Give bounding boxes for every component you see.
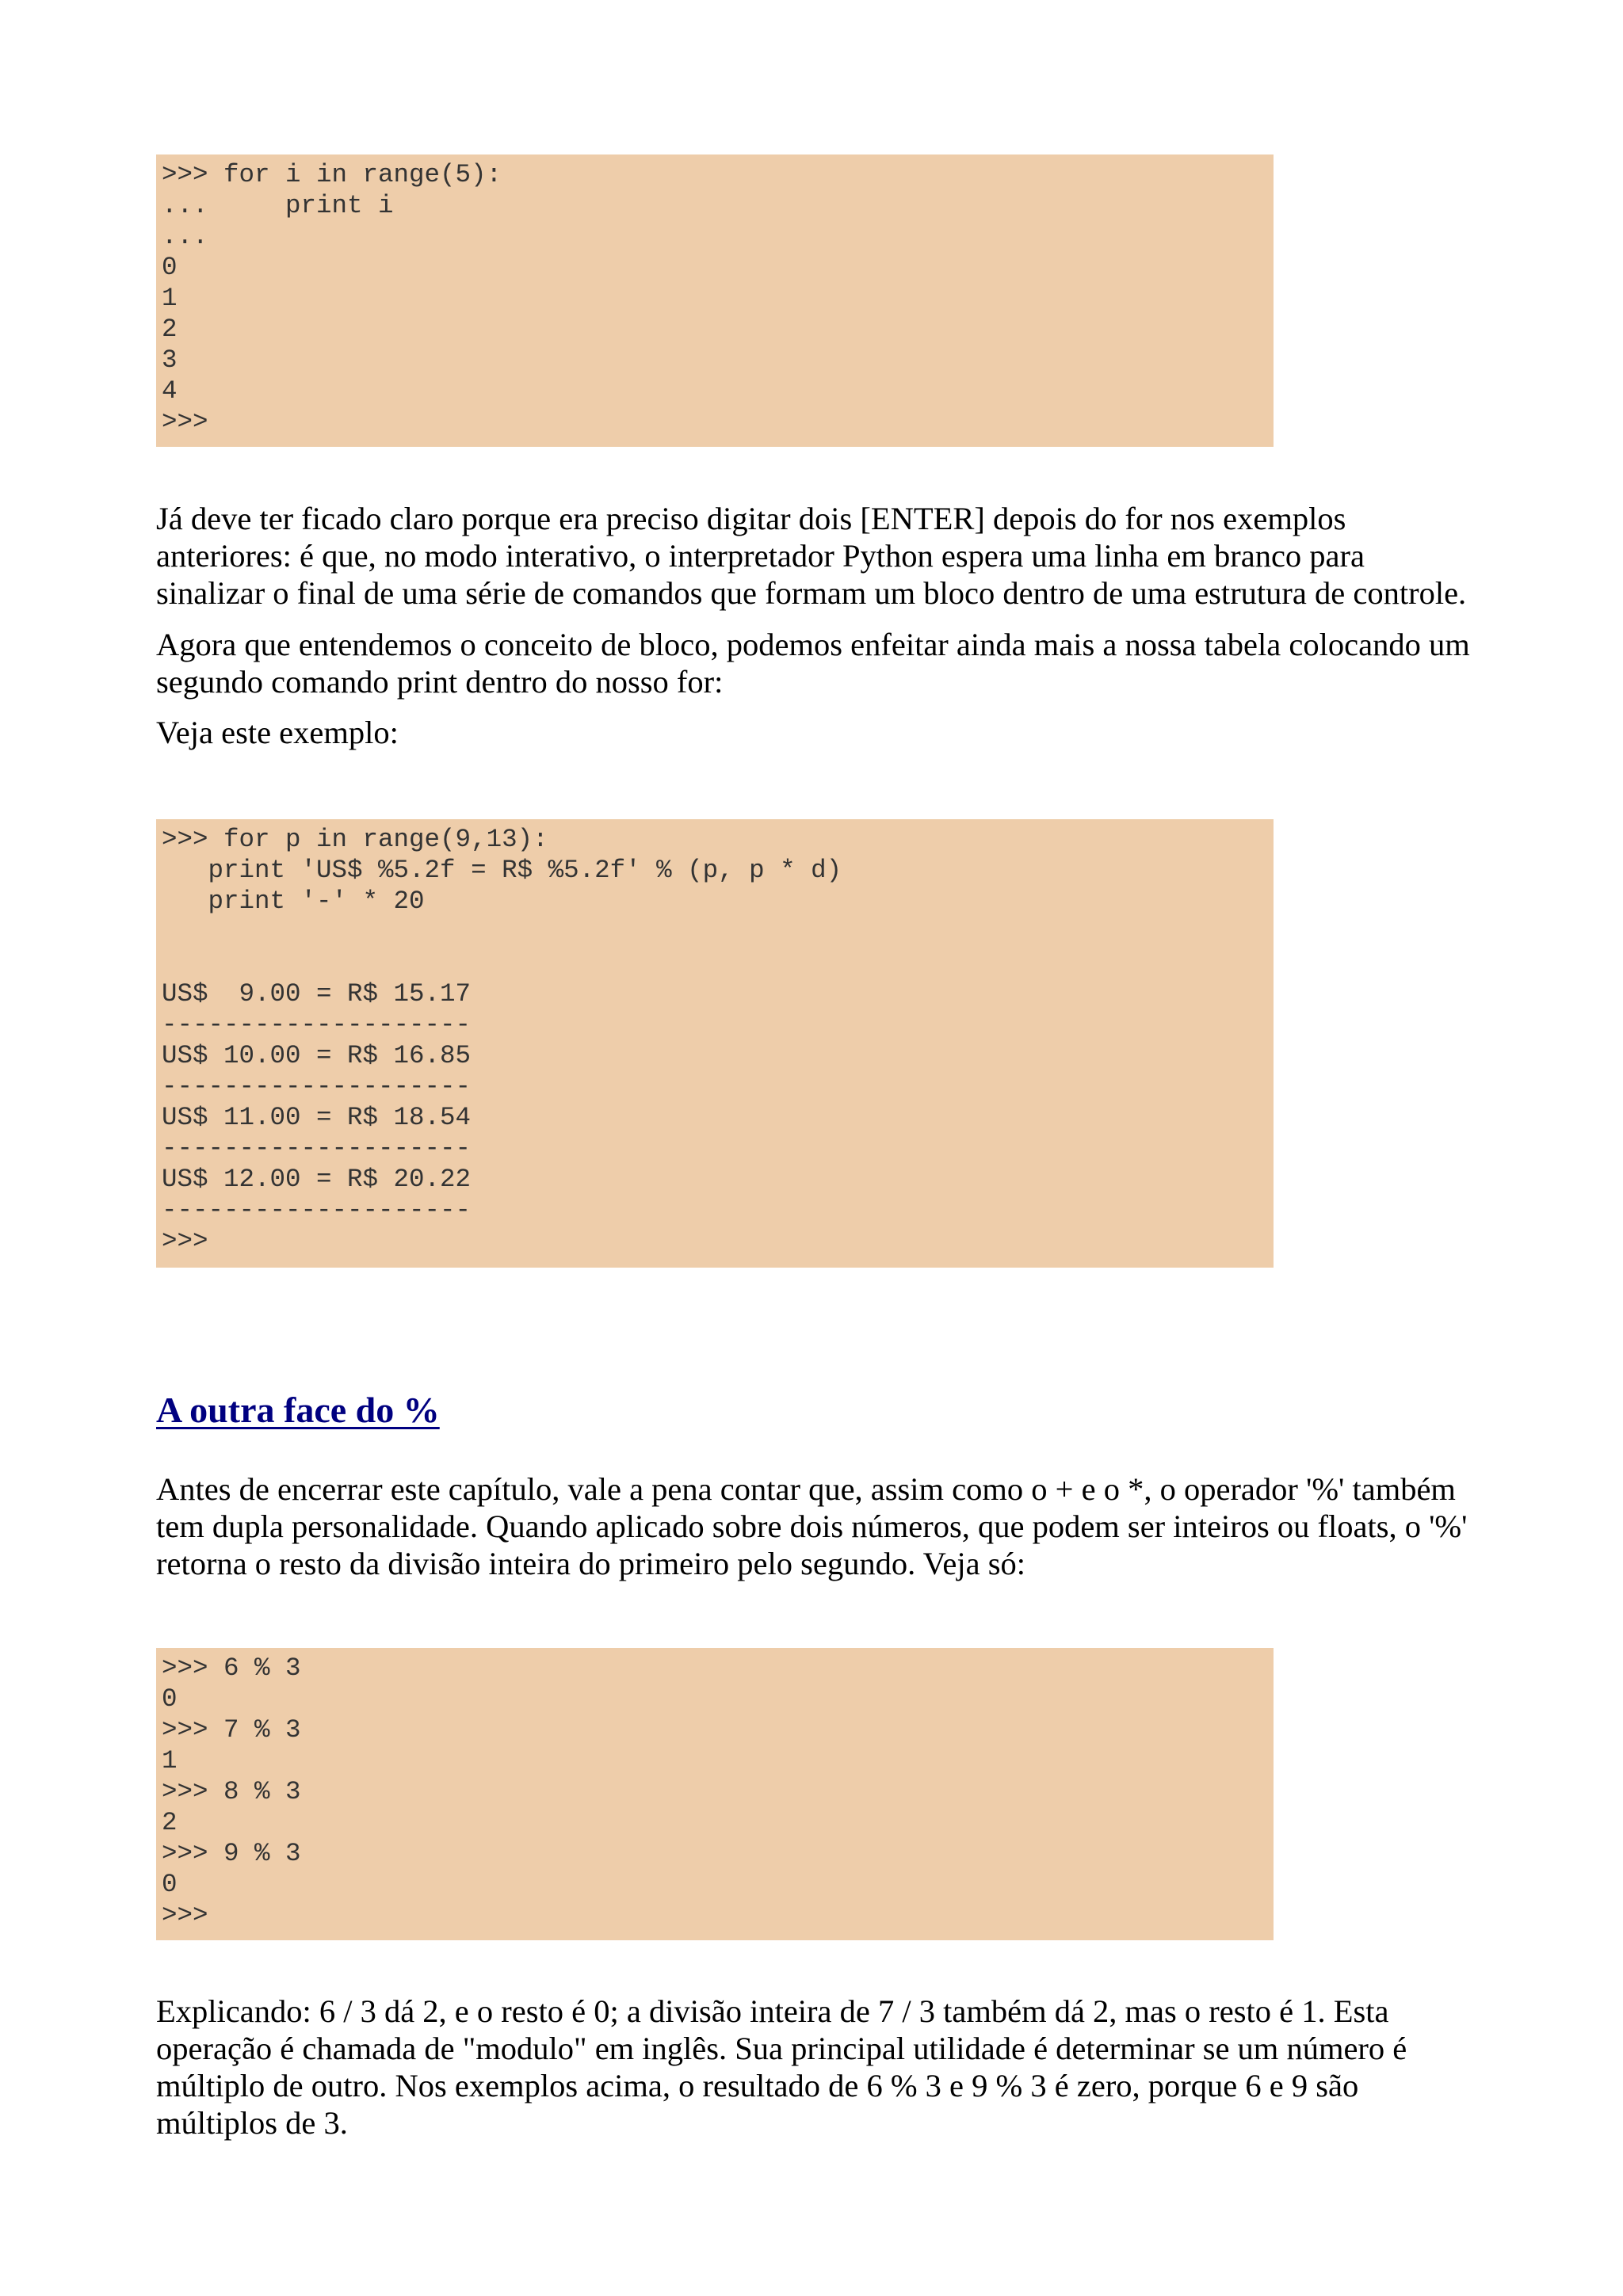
code-block-for-range: [156, 154, 1274, 447]
paragraph-see-example: Veja este exemplo:: [156, 715, 399, 750]
paragraph-modulo-intro: Antes de encerrar este capítulo, vale a pena contar que, assim como o + e o *, o operador '%' também tem dupla personalidade. Quando aplicado sobre dois números, que podem ser inteiros ou floats, o '%' retorna o resto da divisão inteira do primeiro pelo segundo. Veja só:: [156, 1471, 1468, 1581]
code-text: >>> for p in range(9,13): print 'US$ %5.2f = R$ %5.2f' % (p, p * d) print '-' * 20 US$ 9.00 = R$ 15.17 -------------------- US$ 10.00 = R$ 16.85 -------------------- US$ 11.00 = R$ 18.54 -------------------- US$ 12.00 = R$ 20.22 -------------------- >>>: [162, 825, 842, 1256]
code-text: >>> 6 % 3 0 >>> 7 % 3 1 >>> 8 % 3 2 >>> 9 % 3 0 >>>: [162, 1653, 301, 1930]
code-text: >>> for i in range(5): ... print i ... 0 1 2 3 4 >>>: [162, 160, 502, 437]
code-block-modulo: [156, 1648, 1274, 1940]
paragraph-block-concept: Agora que entendemos o conceito de bloco, podemos enfeitar ainda mais a nossa tabela colocando um segundo comando print dentro do nosso for:: [156, 627, 1470, 700]
paragraph-modulo-explanation: Explicando: 6 / 3 dá 2, e o resto é 0; a divisão inteira de 7 / 3 também dá 2, mas o resto é 1. Esta operação é chamada de "modulo" em inglês. Sua principal utilidade é determinar se um número é múltiplo de outro. Nos exemplos acima, o resultado de 6 % 3 e 9 % 3 é zero, porque 6 e 9 são múltiplos de 3.: [156, 1993, 1407, 2141]
code-block-print-table: [156, 819, 1274, 1268]
paragraph-enter-explanation: Já deve ter ficado claro porque era preciso digitar dois [ENTER] depois do for nos exemplos anteriores: é que, no modo interativo, o interpretador Python espera uma linha em branco para sinalizar o final de uma série de comandos que formam um bloco dentro de uma estrutura de controle.: [156, 501, 1467, 611]
section-heading-link[interactable]: A outra face do %: [156, 1390, 440, 1430]
